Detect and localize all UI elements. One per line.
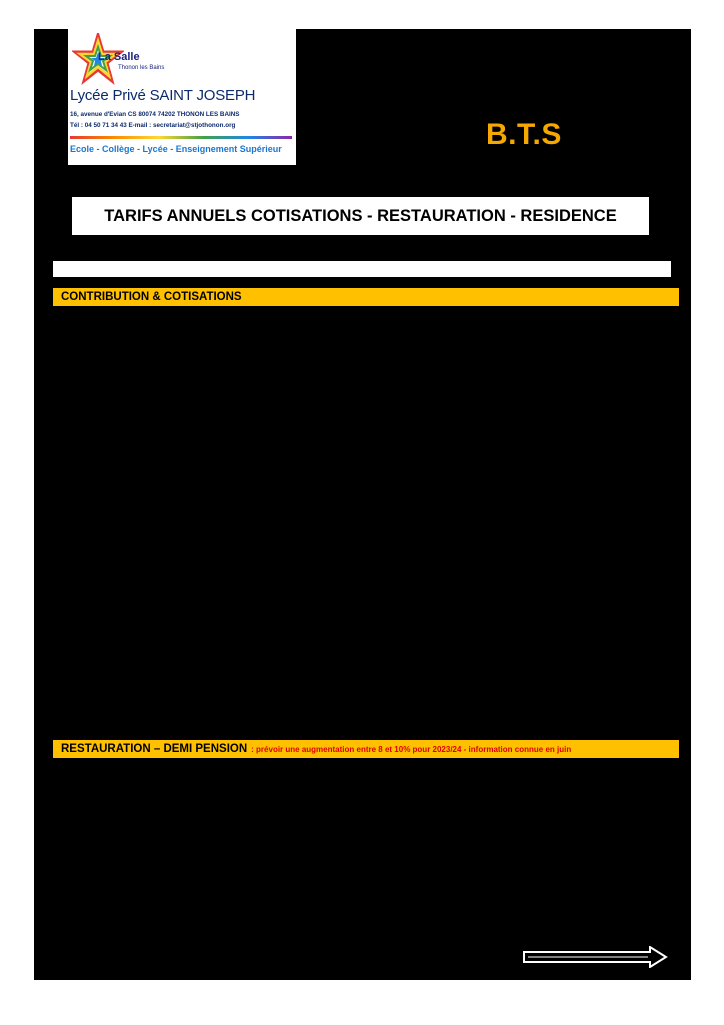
- school-name: Lycée Privé SAINT JOSEPH: [70, 87, 256, 104]
- section-title-restauration: RESTAURATION – DEMI PENSION: [61, 743, 248, 755]
- logo-town: Thonon les Bains: [118, 65, 165, 71]
- logo-color-bar: [70, 136, 292, 139]
- page-title: [72, 197, 649, 235]
- school-tagline: Ecole - Collège - Lycée - Enseignement Supérieur: [70, 144, 282, 154]
- section-header-restauration: [53, 740, 679, 758]
- page-title-text: TARIFS ANNUELS COTISATIONS - RESTAURATION - RESIDENCE: [104, 206, 617, 225]
- school-contact: Tél : 04 50 71 34 43 E-mail : secretariat@stjothonon.org: [70, 122, 236, 129]
- logo-brand: La Salle: [98, 51, 140, 63]
- divider-strip: [53, 261, 671, 277]
- section-title-contribution: CONTRIBUTION & COTISATIONS: [61, 291, 242, 303]
- program-heading: B.T.S: [486, 118, 562, 151]
- right-arrow-icon[interactable]: [522, 946, 668, 968]
- school-logo: [68, 29, 296, 165]
- section-header-contribution: [53, 288, 679, 306]
- section-note-restauration: : prévoir une augmentation entre 8 et 10% pour 2023/24 - information connue en juin: [251, 744, 572, 754]
- document-page: [34, 29, 691, 980]
- school-address: 16, avenue d'Evian CS 80074 74202 THONON LES BAINS: [70, 111, 240, 118]
